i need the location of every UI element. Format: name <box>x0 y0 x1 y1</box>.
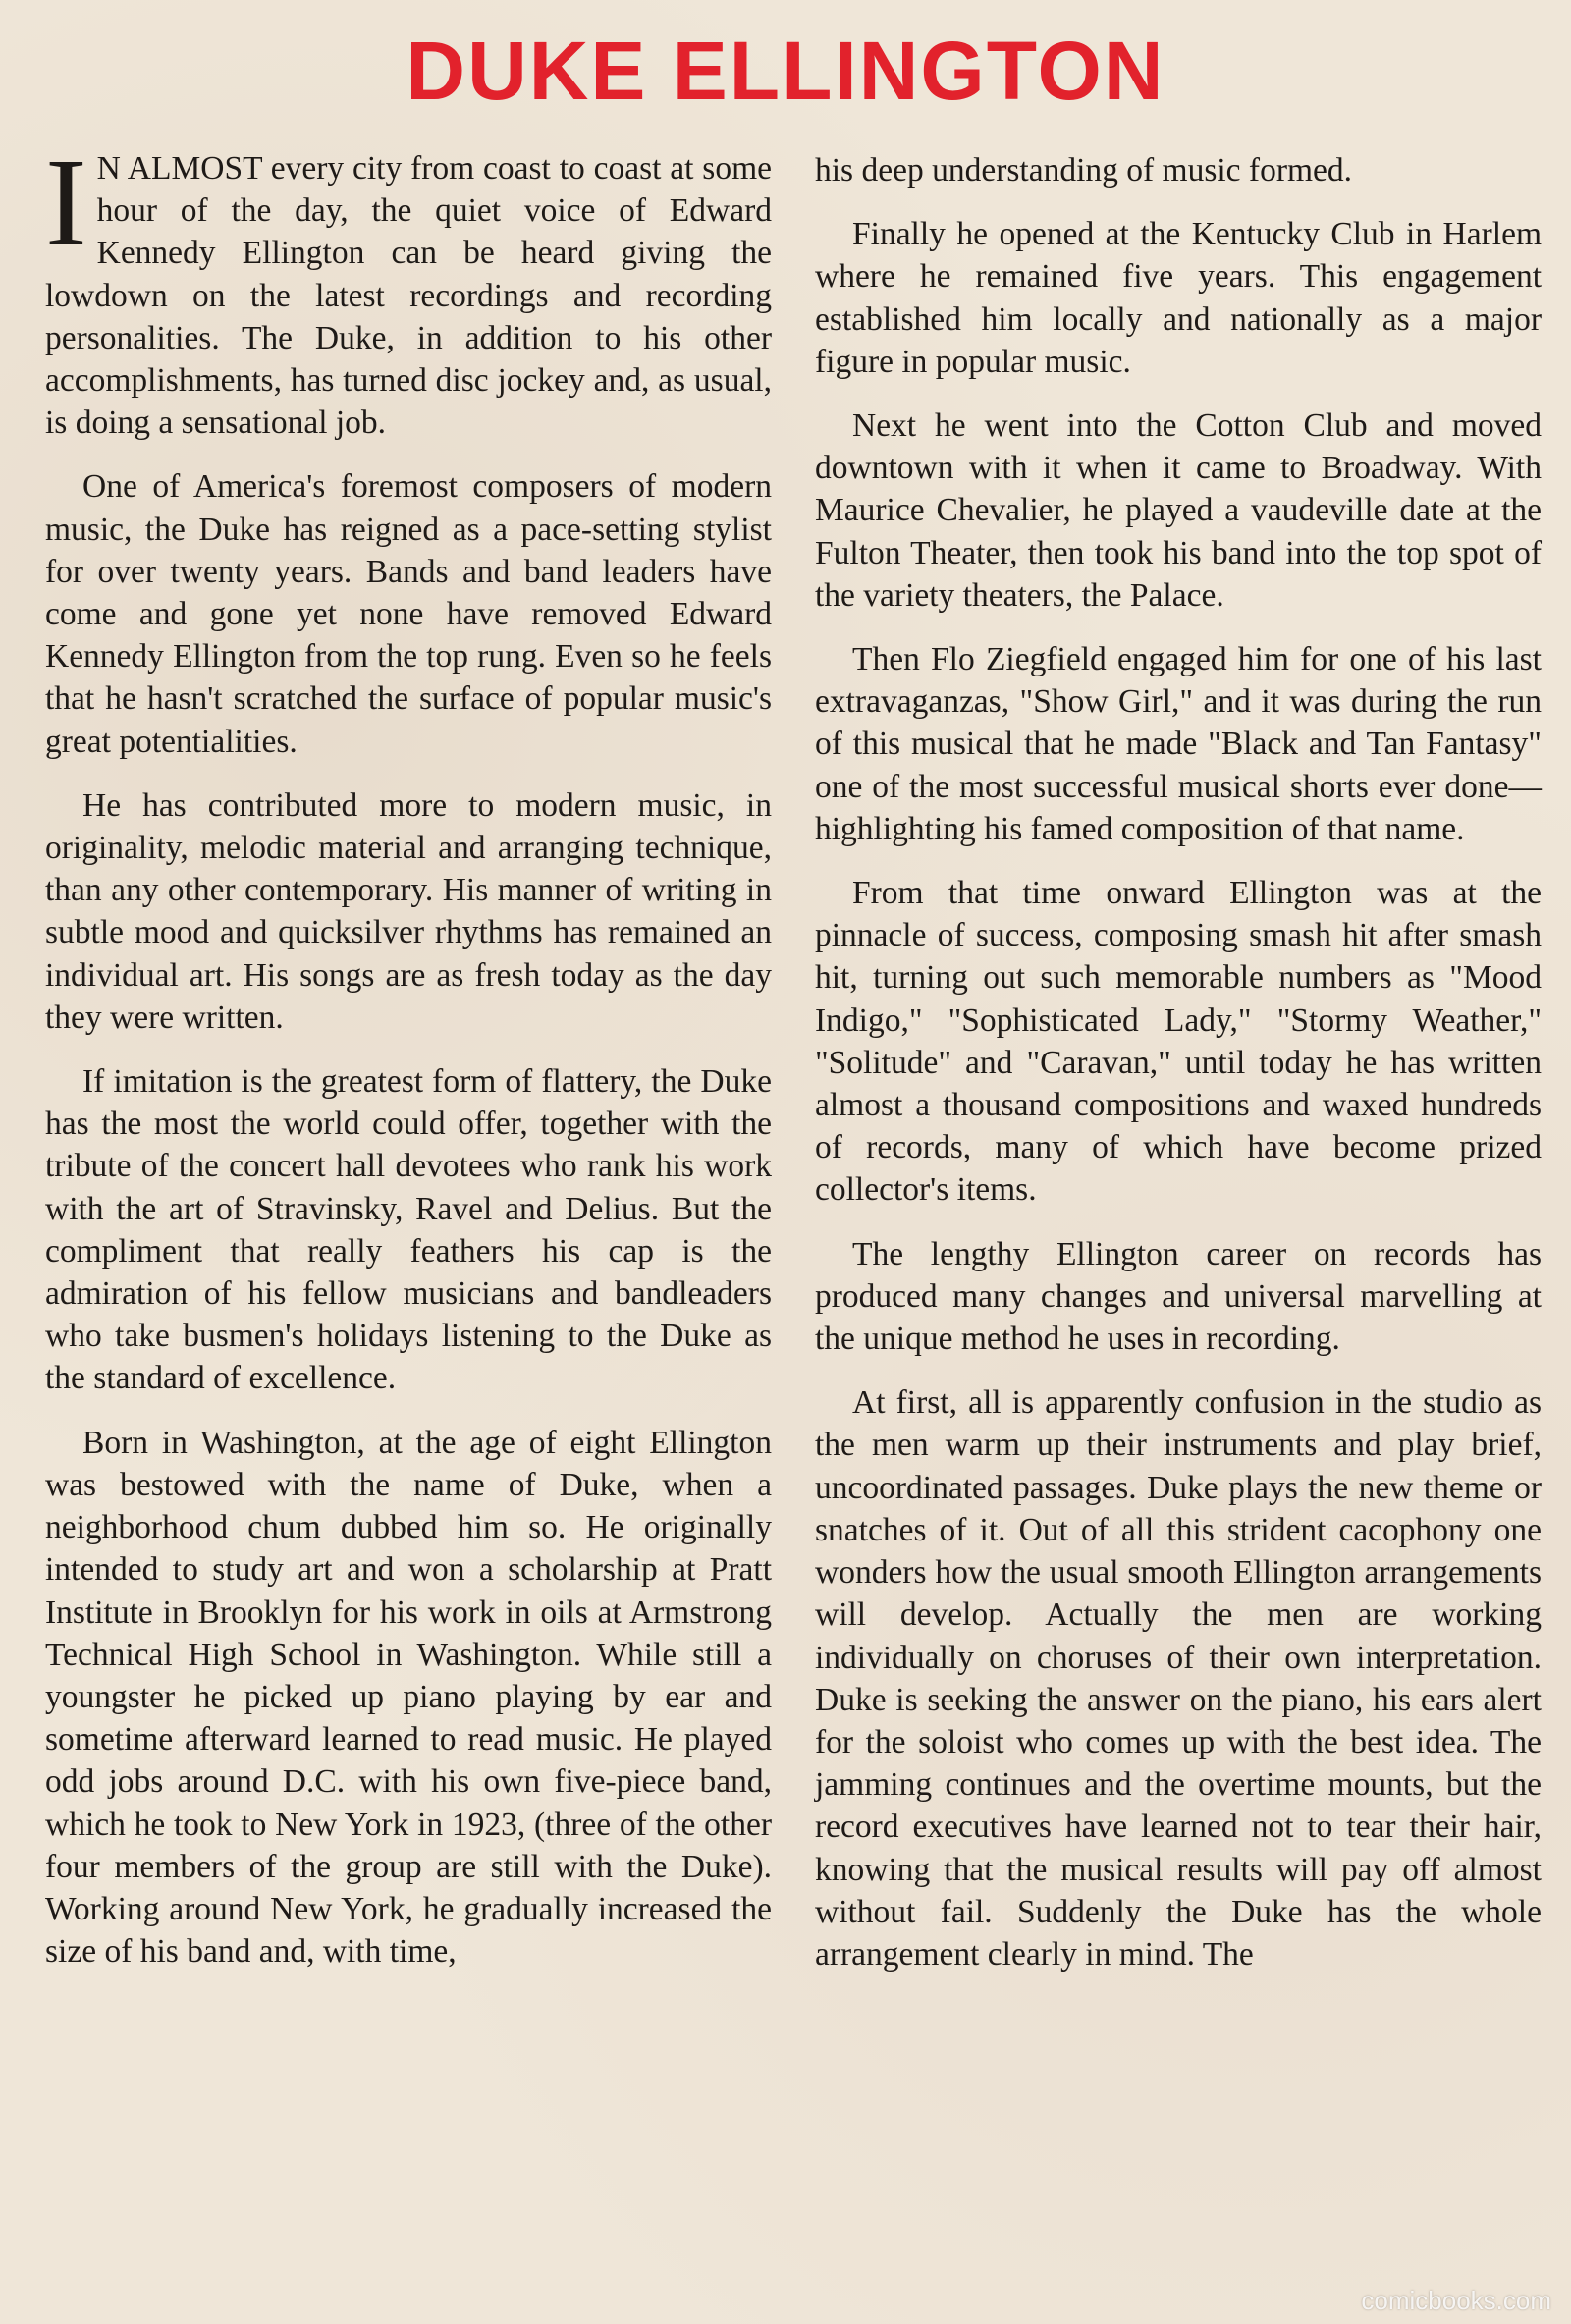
paragraph: Born in Washington, at the age of eight Ellington was bestowed with the name of Duke, when a neighborhood chum dubbed him so. He originally intended to study art and won a scholarship at Pratt Institute in Brooklyn for his work in oils at Armstrong Technical High School in Washington. While still a youngster he picked up piano playing by ear and sometime afterward learned to read music. He played odd jobs around D.C. with his own five-piece band, which he took to New York in 1923, (three of the other four members of the group are still with the Duke). Working around New York, he gradually increased the size of his band and, with time, <box>45 1424 772 1971</box>
left-column <box>45 133 772 1994</box>
paragraph <box>45 133 772 444</box>
paragraph: From that time onward Ellington was at the pinnacle of success, composing smash hit after smash hit, turning out such memorable numbers as "Mood Indigo," "Sophisticated Lady," "Stormy Weather," "Solitude" and "Caravan," until today he has written almost a thousand compositions and waxed hundreds of records, many of which have become prized collector's items. <box>815 875 1542 1209</box>
drop-cap: I <box>45 133 87 272</box>
paragraph: If imitation is the greatest form of flattery, the Duke has the most the world could offer, together with the tribute of the concert hall devotees who rank his work with the art of Stravinsky, Ravel and Delius. But the compliment that really feathers his cap is the admiration of his fellow musicians and bandleaders who take busmen's holidays listening to the Duke as the standard of excellence. <box>45 1063 772 1397</box>
paragraph: One of America's foremost composers of modern music, the Duke has reigned as a pace-setting stylist for over twenty years. Bands and band leaders have come and gone yet none have removed Edward Kennedy Ellington from the top rung. Even so he feels that he hasn't scratched the surface of popular music's great potentialities. <box>45 468 772 760</box>
paragraph: He has contributed more to modern music, in originality, melodic material and arranging technique, than any other contemporary. His manner of writing in subtle mood and quicksilver rhythms has remained an individual art. His songs are as fresh today as the day they were written. <box>45 786 772 1036</box>
article-title: DUKE ELLINGTON <box>406 25 1165 117</box>
paragraph: The lengthy Ellington career on records has produced many changes and universal marvelling at the unique method he uses in recording. <box>815 1235 1542 1358</box>
paragraph-text: N ALMOST every city from coast to coast at some hour of the day, the quiet voice of Edward Kennedy Ellington can be heard giving the lowdown on the latest recordings and recording personalities. The Duke, in addition to his other accomplishments, has turned disc jockey and, as usual, is doing a sensational job. <box>45 150 772 442</box>
paragraph-continued: his deep understanding of music formed. <box>815 152 1353 189</box>
paragraph: Then Flo Ziegfield engaged him for one of his last extravaganzas, "Show Girl," and it was during the run of this musical that he made "Black and Tan Fantasy" one of the most successful musical shorts ever done—highlighting his famed composition of that name. <box>815 641 1542 847</box>
paragraph: Finally he opened at the Kentucky Club in Harlem where he remained five years. This engagement established him locally and nationally as a major figure in popular music. <box>815 216 1542 380</box>
paragraph: Next he went into the Cotton Club and moved downtown with it when it came to Broadway. With Maurice Chevalier, he played a vaudeville date at the Fulton Theater, then took his band into the top spot of the variety theaters, the Palace. <box>815 407 1542 614</box>
paragraph: At first, all is apparently confusion in the studio as the men warm up their instruments and play brief, uncoordinated passages. Duke plays the new theme or snatches of it. Out of all this strident cacophony one wonders how the usual smooth Ellington arrangements will develop. Actually the men are working individually on choruses of their own interpretation. Duke is seeking the answer on the piano, his ears alert for the soloist who comes up with the best idea. The jamming continues and the overtime mounts, but the record executives have learned not to tear their hair, knowing that the musical results will pay off almost without fail. Suddenly the Duke has the whole arrangement clearly in mind. The <box>815 1384 1542 1973</box>
site-watermark: comicbooks.com <box>1361 2286 1551 2315</box>
right-column <box>815 149 1542 1997</box>
